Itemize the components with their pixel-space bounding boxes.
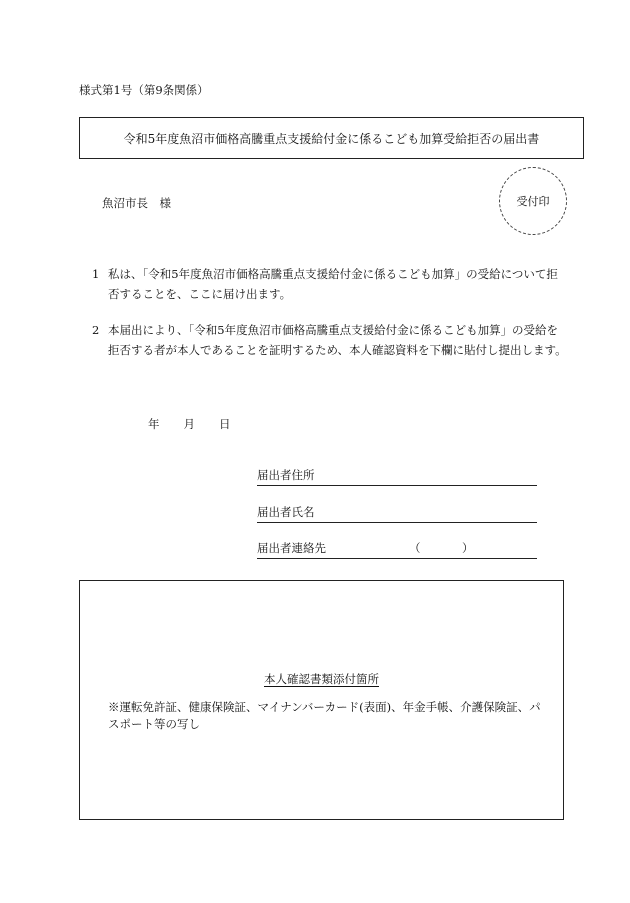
form-number: 様式第1号（第9条関係） xyxy=(79,83,209,97)
id-box-note: ※運転免許証、健康保険証、マイナンバーカード(表面)、年金手帳、介護保険証、パスポート等の写し xyxy=(108,700,541,731)
date-year: 年 xyxy=(148,417,160,431)
id-box-heading: 本人確認書類添付箇所 xyxy=(264,672,379,686)
date-month: 月 xyxy=(183,417,195,431)
id-document-attachment-box xyxy=(79,580,564,820)
item-text: 私は、「令和5年度魚沼市価格高騰重点支援給付金に係るこども加算」の受給について拒否することを、ここに届け出ます。 xyxy=(108,267,558,301)
reception-stamp-area xyxy=(499,167,567,235)
addressee: 魚沼市長 様 xyxy=(102,196,171,210)
statement-item-2 xyxy=(92,320,567,360)
applicant-name-label: 届出者氏名 xyxy=(257,505,315,519)
item-number: 1 xyxy=(92,267,100,281)
area-code-paren-close: ） xyxy=(462,541,474,555)
item-number: 2 xyxy=(92,323,100,337)
applicant-address-field[interactable] xyxy=(257,468,537,486)
document-title: 令和5年度魚沼市価格高騰重点支援給付金に係るこども加算受給拒否の届出書 xyxy=(123,131,540,146)
item-text: 本届出により、「令和5年度魚沼市価格高騰重点支援給付金に係るこども加算」の受給を拒否する者が本人であることを証明するため、本人確認資料を下欄に貼付し提出します。 xyxy=(108,323,567,357)
applicant-contact-label: 届出者連絡先 xyxy=(257,541,326,555)
applicant-name-field[interactable] xyxy=(257,505,537,523)
applicant-contact-field[interactable] xyxy=(257,541,537,559)
date-line xyxy=(148,416,231,432)
reception-stamp-label: 受付印 xyxy=(516,195,550,208)
date-day: 日 xyxy=(219,417,231,431)
statement-item-1 xyxy=(92,264,567,304)
document-title-box xyxy=(79,117,584,159)
applicant-address-label: 届出者住所 xyxy=(257,468,315,482)
id-box-heading-row xyxy=(80,671,563,687)
area-code-paren-open: （ xyxy=(409,541,421,555)
